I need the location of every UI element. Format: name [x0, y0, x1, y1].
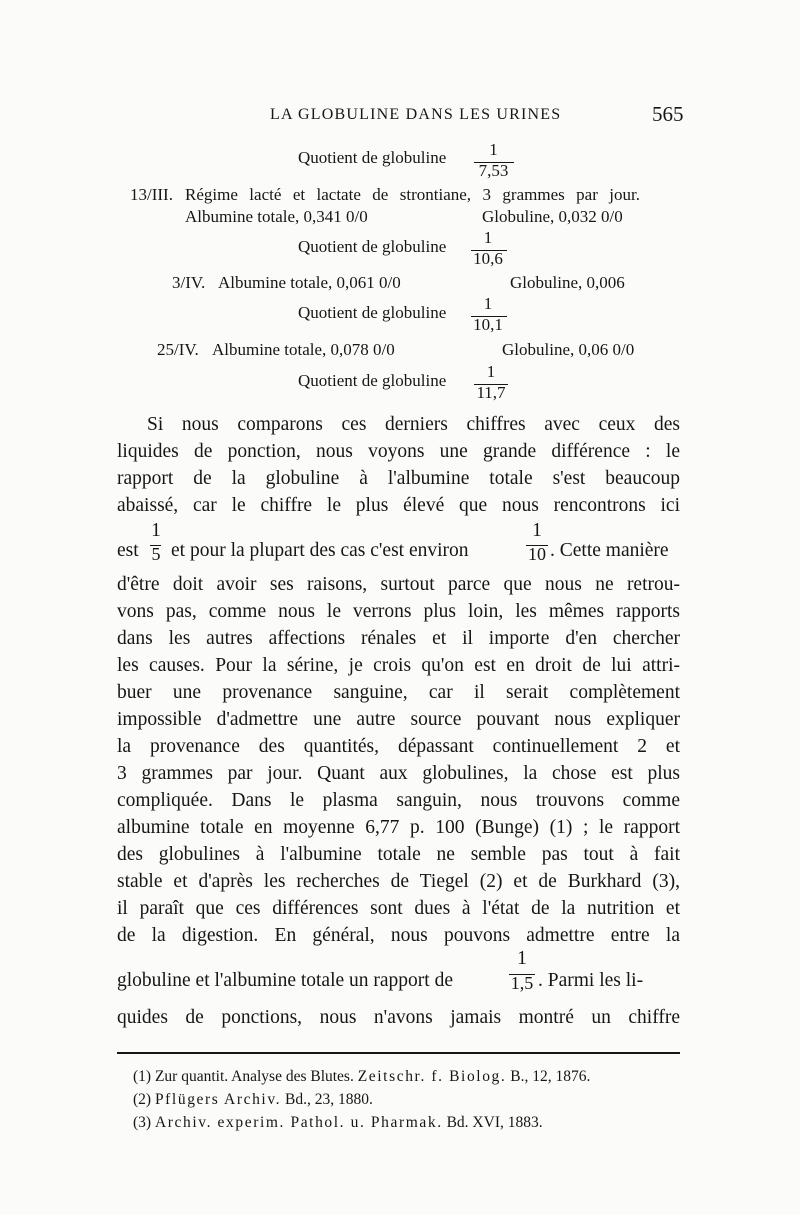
- fraction-numerator: 1: [517, 948, 527, 969]
- entry-date: 13/III.: [130, 185, 173, 204]
- body-line: les causes. Pour la sérine, je crois qu'on est en droit de lui attri-: [117, 655, 680, 676]
- fraction-denominator: 10,1: [473, 315, 503, 334]
- footnote-mark: (3): [133, 1114, 152, 1131]
- running-title: LA GLOBULINE DANS LES URINES: [270, 106, 562, 123]
- body-fraction-line: [117, 948, 680, 1000]
- globuline-value: Globuline, 0,06 0/0: [502, 340, 635, 359]
- quotient-4: [298, 362, 518, 406]
- footnote-mark: (2): [133, 1091, 152, 1108]
- footnote-rule: [117, 1052, 680, 1054]
- fraction-numerator: 1: [483, 294, 493, 313]
- fraction-denominator: 10: [528, 544, 546, 564]
- footnote: [133, 1114, 543, 1132]
- quotient-1: [298, 140, 518, 180]
- body-line: stable et d'après les recherches de Tiegel (2) et de Burkhard (3),: [117, 871, 680, 892]
- footnote-journal: Archiv. experim. Pathol. u. Pharmak.: [154, 1114, 443, 1131]
- quotient-2: [298, 228, 518, 272]
- body-line: vons pas, comme nous le verrons plus loin, les mêmes rapports: [117, 601, 680, 622]
- body-line: de la digestion. En général, nous pouvons admettre entre la: [117, 925, 680, 946]
- fraction-numerator: 1: [486, 362, 496, 381]
- globuline-value: Globuline, 0,006: [510, 273, 625, 292]
- fraction-numerator: 1: [532, 520, 542, 541]
- footnote: [133, 1091, 373, 1109]
- quotient-label: Quotient de globuline: [298, 371, 447, 390]
- entry-date: 3/IV.: [172, 273, 206, 292]
- quotient-3: [298, 294, 518, 338]
- globuline-value: Globuline, 0,032 0/0: [482, 207, 623, 226]
- body-line: Si nous comparons ces derniers chiffres avec ceux des: [147, 414, 680, 435]
- fraction-denominator: 10,6: [473, 249, 503, 268]
- fraction-denominator: 11,7: [476, 383, 506, 402]
- fraction-denominator: 5: [151, 544, 161, 564]
- fraction-denominator: 7,53: [478, 161, 509, 180]
- footnote-journal: Pflügers Archiv.: [154, 1091, 282, 1108]
- body-line: buer une provenance sanguine, car il serait complètement: [117, 682, 680, 703]
- regime-text: Régime lacté et lactate de strontiane, 3 grammes par jour.: [185, 185, 640, 204]
- footnote-text: Bd. XVI, 1883.: [446, 1114, 543, 1131]
- footnote-text: Zur quantit. Analyse des Blutes.: [154, 1068, 354, 1085]
- footnote-text: B., 12, 1876.: [510, 1068, 591, 1085]
- quotient-label: Quotient de globuline: [298, 303, 447, 322]
- body-text: . Parmi les li-: [538, 970, 644, 991]
- quotient-label: Quotient de globuline: [298, 237, 447, 256]
- albumine-total: Albumine totale, 0,061 0/0: [218, 273, 401, 292]
- albumine-total: Albumine totale, 0,341 0/0: [185, 207, 368, 226]
- footnote-text: Bd., 23, 1880.: [285, 1091, 373, 1108]
- body-text: . Cette manière: [550, 540, 669, 561]
- footnote-mark: (1): [133, 1068, 152, 1085]
- footnote-journal: Zeitschr. f. Biolog.: [357, 1068, 507, 1085]
- body-line: des globulines à l'albumine totale ne semble pas tout à fait: [117, 844, 680, 865]
- body-line: d'être doit avoir ses raisons, surtout parce que nous ne retrou-: [117, 574, 680, 595]
- footnote: [133, 1068, 590, 1086]
- fraction-numerator: 1: [151, 520, 161, 541]
- fraction-denominator: 1,5: [510, 973, 534, 993]
- body-line: albumine totale en moyenne 6,77 p. 100 (Bunge) (1) ; le rapport: [117, 817, 680, 838]
- body-line: impossible d'admettre une autre source pouvant nous expliquer: [117, 709, 680, 730]
- body-text: globuline et l'albumine totale un rapport de: [117, 970, 454, 991]
- body-text: est: [117, 540, 139, 561]
- page-number: 565: [652, 102, 684, 126]
- body-line: liquides de ponction, nous voyons une grande différence : le: [117, 441, 680, 462]
- body-line: il paraît que ces différences sont dues à l'état de la nutrition et: [117, 898, 680, 919]
- albumine-total: Albumine totale, 0,078 0/0: [212, 340, 395, 359]
- body-line: quides de ponctions, nous n'avons jamais montré un chiffre: [117, 1007, 680, 1028]
- body-line: 3 grammes par jour. Quant aux globulines, la chose est plus: [117, 763, 680, 784]
- body-line: la provenance des quantités, dépassant continuellement 2 et: [117, 736, 680, 757]
- body-line: dans les autres affections rénales et il importe d'en chercher: [117, 628, 680, 649]
- body-line: rapport de la globuline à l'albumine totale s'est beaucoup: [117, 468, 680, 489]
- body-line: abaissé, car le chiffre le plus élevé que nous rencontrons ici: [117, 495, 680, 516]
- fraction-numerator: 1: [489, 140, 498, 159]
- quotient-label: Quotient de globuline: [298, 148, 447, 167]
- body-text: et pour la plupart des cas c'est environ: [171, 540, 469, 561]
- entry-date: 25/IV.: [157, 340, 199, 359]
- body-fraction-line: [117, 520, 680, 570]
- body-line: compliquée. Dans le plasma sanguin, nous trouvons comme: [117, 790, 680, 811]
- fraction-numerator: 1: [483, 228, 493, 247]
